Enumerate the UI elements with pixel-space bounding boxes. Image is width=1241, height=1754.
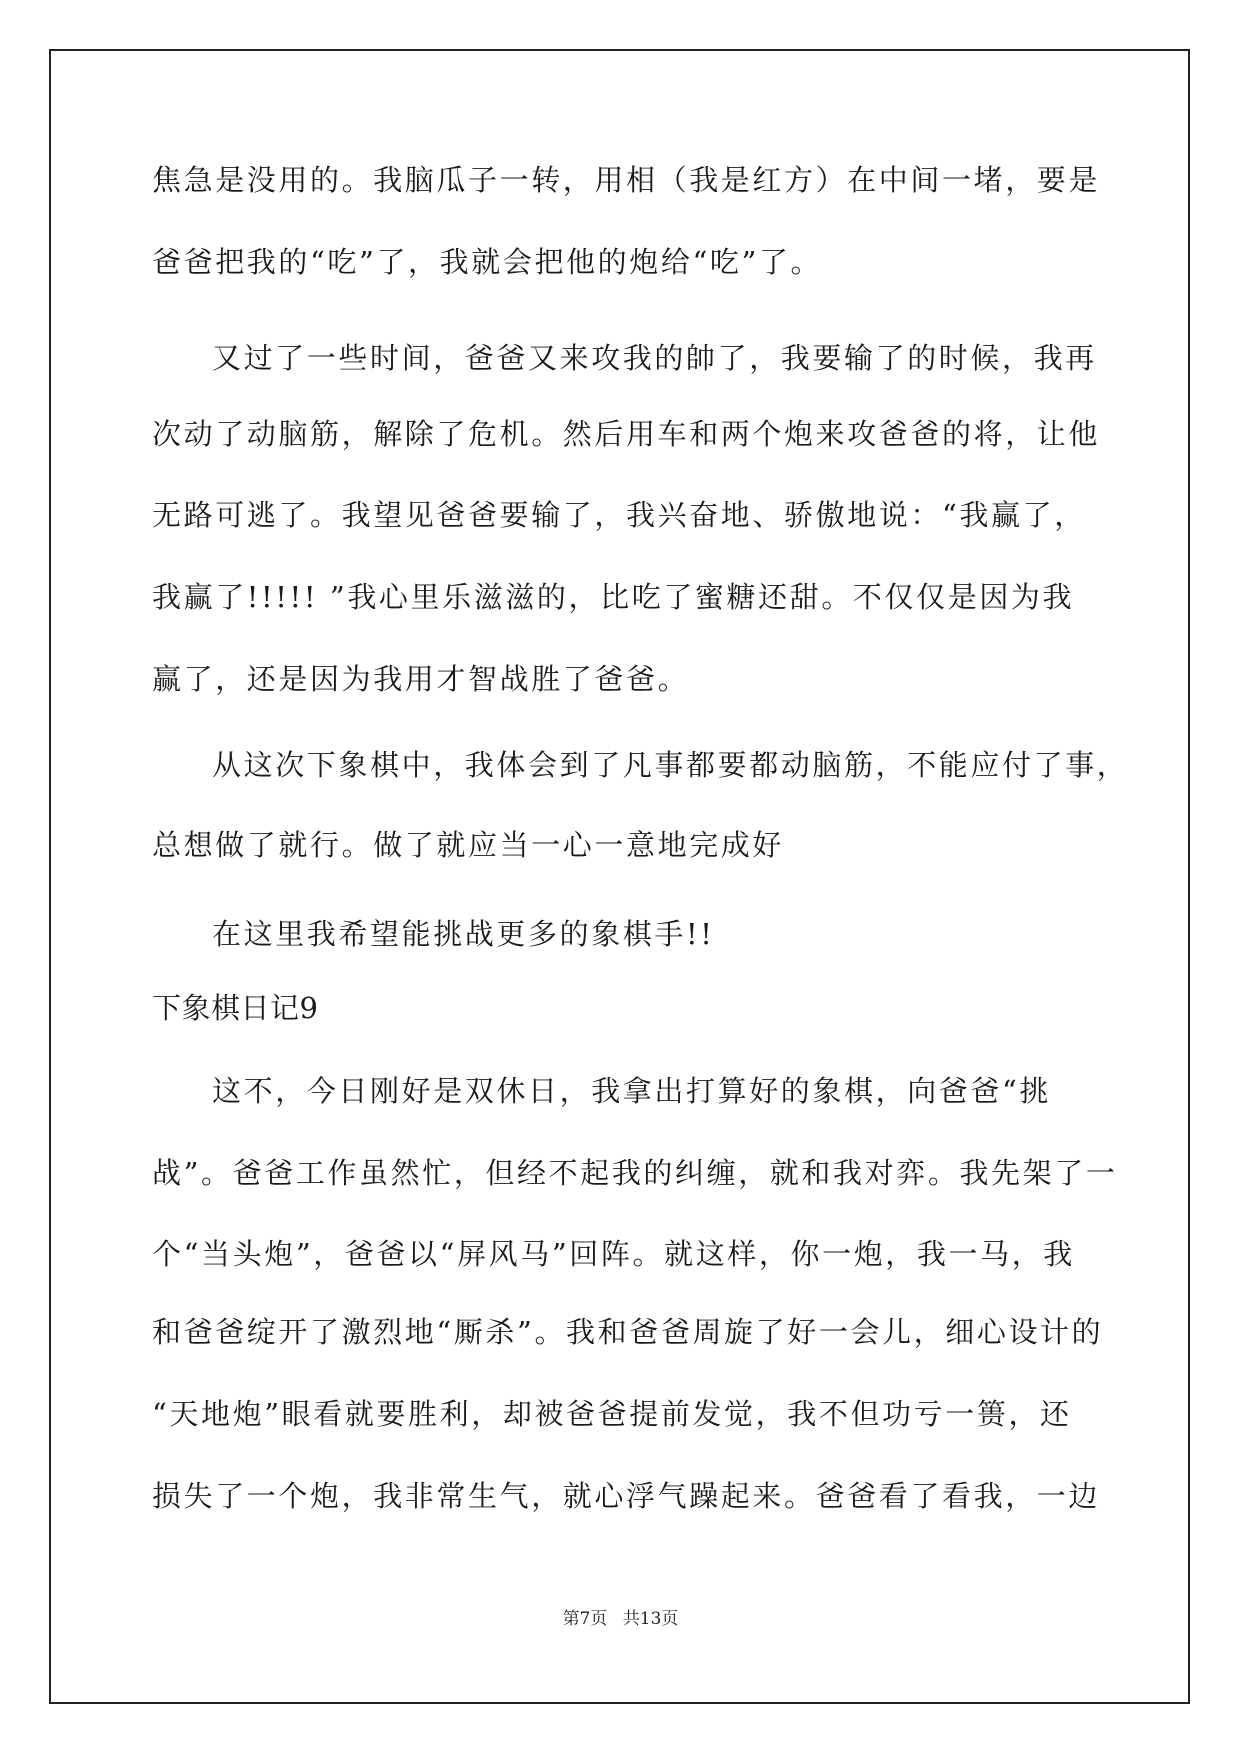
text-line: 我赢了!!!!! ”我心里乐滋滋的，比吃了蜜糖还甜。不仅仅是因为我 xyxy=(152,580,1075,614)
page-footer xyxy=(0,1608,1241,1630)
page-border xyxy=(49,49,1190,1704)
text-line: 总想做了就行。做了就应当一心一意地完成好 xyxy=(152,828,785,862)
text-line: 赢了，还是因为我用才智战胜了爸爸。 xyxy=(152,662,690,696)
page-number: 第7页 xyxy=(562,1609,608,1629)
paragraph-start-line: 又过了一些时间，爸爸又来攻我的帥了，我要输了的时候，我再 xyxy=(212,341,1097,375)
text-line: 战”。爸爸工作虽然忙，但经不起我的纠缠，就和我对弈。我先架了一 xyxy=(152,1156,1118,1190)
page-total: 共13页 xyxy=(622,1609,679,1629)
text-line: 损失了一个炮，我非常生气，就心浮气躁起来。爸爸看了看我，一边 xyxy=(152,1479,1101,1513)
text-line: 无路可逃了。我望见爸爸要输了，我兴奋地、骄傲地说：“我赢了， xyxy=(152,498,1086,532)
text-line: 个“当头炮”，爸爸以“屏风马”回阵。就这样，你一炮，我一马，我 xyxy=(152,1237,1075,1271)
text-line: 焦急是没用的。我脑瓜子一转，用相（我是红方）在中间一堵，要是 xyxy=(152,163,1101,197)
paragraph-start-line: 从这次下象棋中，我体会到了凡事都要都动脑筋，不能应付了事， xyxy=(212,748,1129,782)
section-heading: 下象棋日记9 xyxy=(152,991,319,1025)
text-line: 次动了动脑筋，解除了危机。然后用车和两个炮来攻爸爸的将，让他 xyxy=(152,417,1101,451)
text-line: 和爸爸绽开了激烈地“厮杀”。我和爸爸周旋了好一会儿，细心设计的 xyxy=(152,1315,1104,1349)
paragraph-start-line: 在这里我希望能挑战更多的象棋手!! xyxy=(212,917,715,951)
paragraph-start-line: 这不，今日刚好是双休日，我拿出打算好的象棋，向爸爸“挑 xyxy=(212,1074,1052,1108)
text-line: 爸爸把我的“吃”了，我就会把他的炮给“吃”了。 xyxy=(152,245,823,279)
text-line: “天地炮”眼看就要胜利，却被爸爸提前发觉，我不但功亏一篑，还 xyxy=(152,1397,1072,1431)
